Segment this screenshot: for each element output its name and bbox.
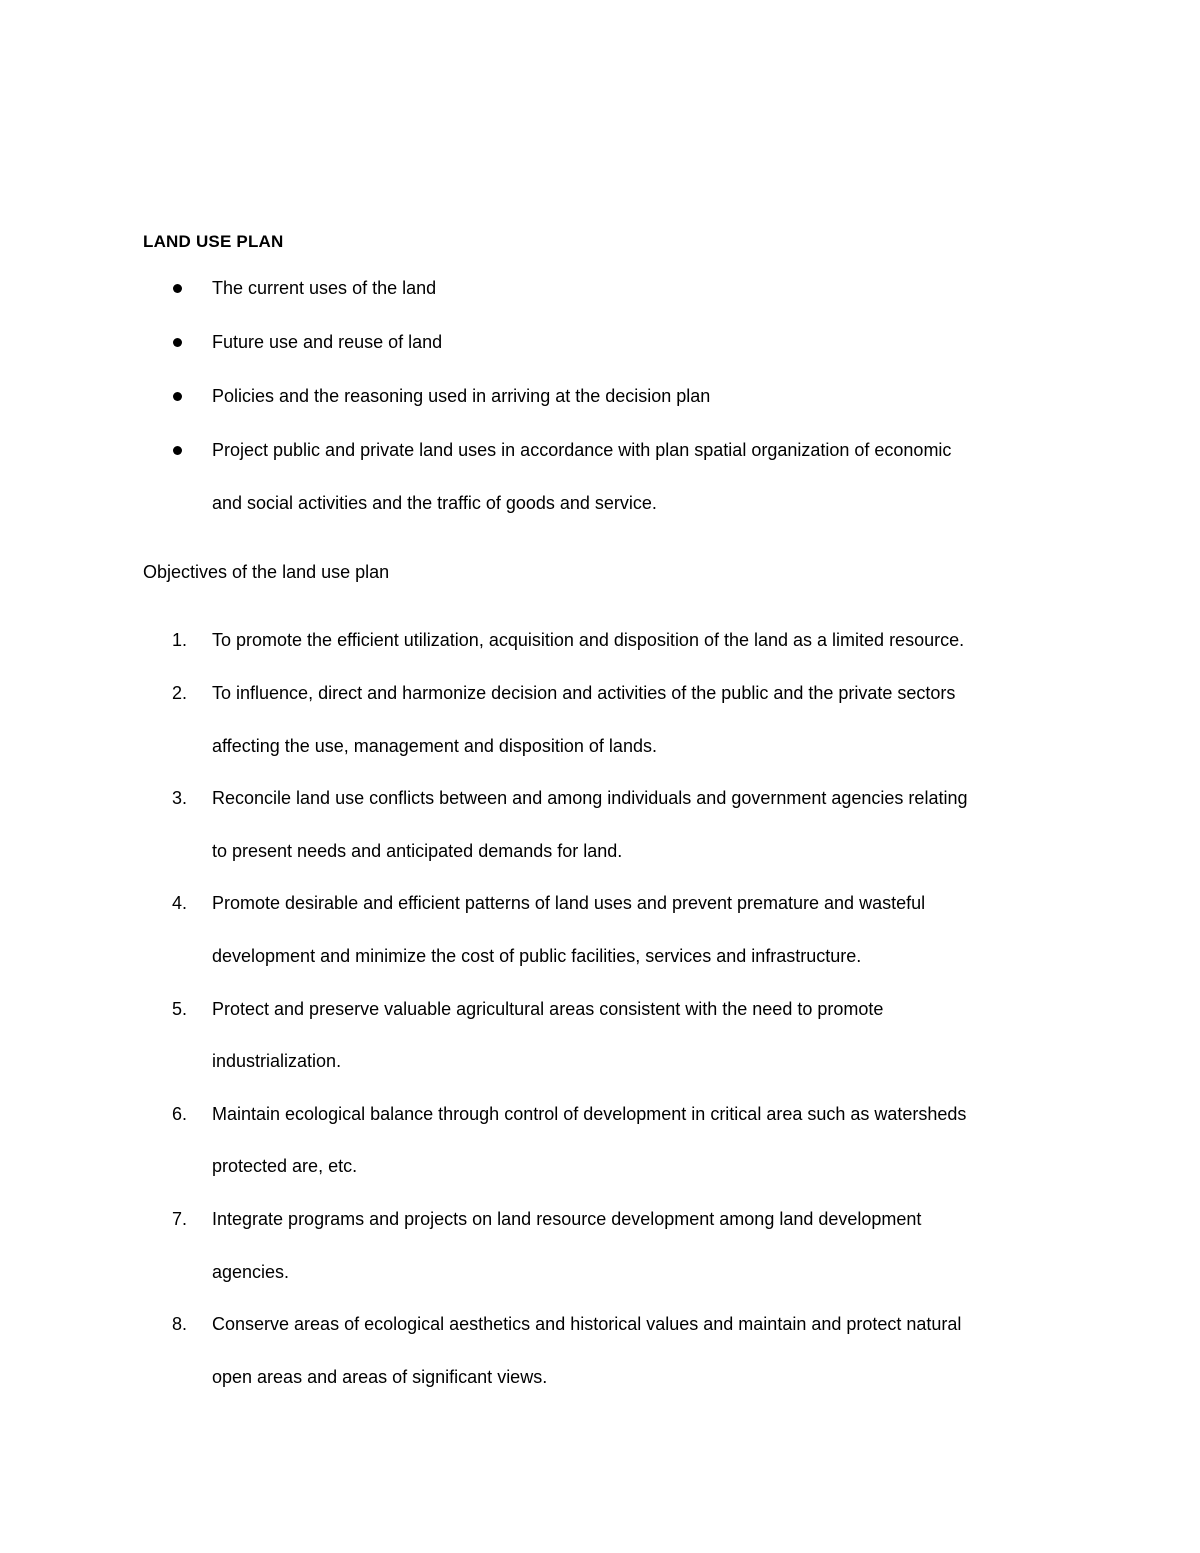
- objective-number: 6.: [172, 1104, 188, 1124]
- objective-text: to present needs and anticipated demands for land.: [212, 841, 623, 861]
- objective-text: development and minimize the cost of public facilities, services and infrastructure.: [212, 946, 862, 966]
- objective-number: 5.: [172, 999, 188, 1019]
- objective-text: Promote desirable and efficient patterns of land uses and prevent premature and wasteful: [212, 893, 926, 913]
- objective-text: To influence, direct and harmonize decision and activities of the public and the private sectors: [212, 683, 956, 703]
- objective-text: Integrate programs and projects on land resource development among land development: [212, 1209, 922, 1229]
- objective-text: open areas and areas of significant views.: [212, 1367, 548, 1387]
- bullet-text: Project public and private land uses in accordance with plan spatial organization of economic: [212, 440, 952, 460]
- page-heading: LAND USE PLAN: [143, 232, 284, 251]
- bullet-text: Policies and the reasoning used in arriving at the decision plan: [212, 386, 711, 406]
- bullet-icon: [173, 392, 182, 401]
- objective-text: Conserve areas of ecological aesthetics and historical values and maintain and protect natural: [212, 1314, 962, 1334]
- bullet-text: The current uses of the land: [212, 278, 437, 298]
- bullet-text: and social activities and the traffic of goods and service.: [212, 493, 657, 513]
- objective-number: 7.: [172, 1209, 188, 1229]
- objective-text: agencies.: [212, 1262, 290, 1282]
- bullet-icon: [173, 338, 182, 347]
- objective-number: 3.: [172, 788, 188, 808]
- objective-text: Protect and preserve valuable agricultural areas consistent with the need to promote: [212, 999, 884, 1019]
- objective-text: To promote the efficient utilization, acquisition and disposition of the land as a limited resource.: [212, 630, 965, 650]
- bullet-icon: [173, 446, 182, 455]
- objective-number: 4.: [172, 893, 188, 913]
- objective-number: 8.: [172, 1314, 188, 1334]
- bullet-text: Future use and reuse of land: [212, 332, 443, 352]
- bullet-icon: [173, 284, 182, 293]
- objective-text: Reconcile land use conflicts between and among individuals and government agencies relating: [212, 788, 968, 808]
- objective-number: 2.: [172, 683, 188, 703]
- objectives-heading: Objectives of the land use plan: [143, 562, 390, 582]
- objective-text: industrialization.: [212, 1051, 342, 1071]
- objective-text: Maintain ecological balance through control of development in critical area such as watersheds: [212, 1104, 967, 1124]
- objective-number: 1.: [172, 630, 188, 650]
- objective-text: protected are, etc.: [212, 1156, 358, 1176]
- objective-text: affecting the use, management and disposition of lands.: [212, 736, 657, 756]
